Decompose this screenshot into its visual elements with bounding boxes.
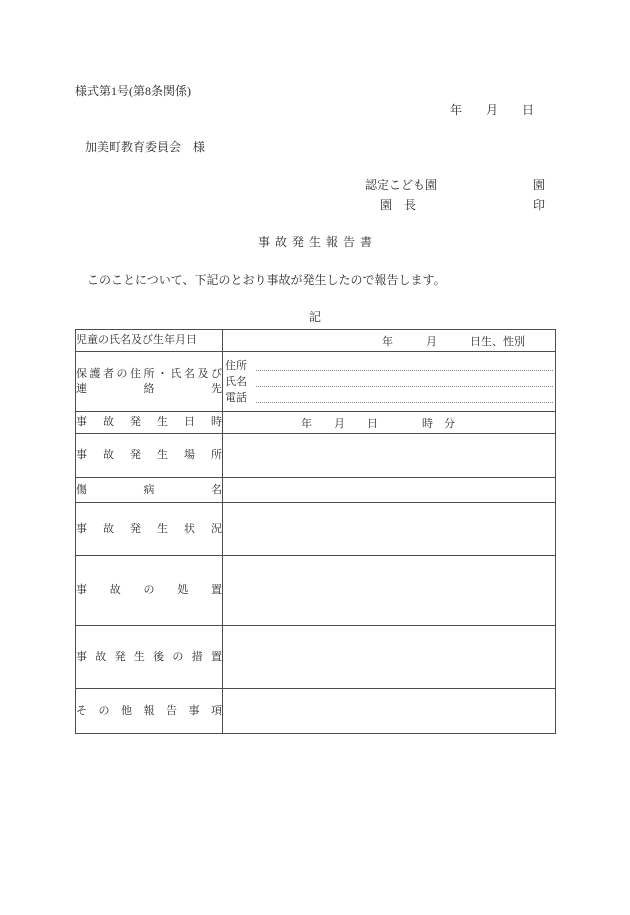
org-name-suffix: 園 bbox=[532, 178, 545, 192]
accident-report-table bbox=[75, 329, 556, 734]
guardian-phone-dotted-line bbox=[256, 390, 553, 406]
guardian-address-row bbox=[223, 358, 555, 374]
guardian-name-dotted-line bbox=[256, 374, 553, 390]
row-situation-value bbox=[223, 503, 556, 556]
table-row-injury bbox=[76, 478, 556, 503]
seal-placeholder: 印 bbox=[532, 198, 545, 212]
row-child-label: 児童の氏名及び生年月日 bbox=[76, 334, 197, 346]
date-placeholder: 年 月 日 bbox=[450, 103, 535, 117]
table-row-situation bbox=[76, 503, 556, 556]
table-row-other bbox=[76, 689, 556, 734]
guardian-name-row bbox=[223, 374, 555, 390]
row-after-value bbox=[223, 626, 556, 689]
table-row-child-name bbox=[76, 330, 556, 352]
guardian-phone-row bbox=[223, 390, 555, 406]
org-director-line bbox=[365, 196, 545, 213]
row-injury-value bbox=[223, 478, 556, 503]
row-treatment-label: 事故の処置 bbox=[76, 584, 222, 596]
guardian-address-dotted-line bbox=[256, 358, 553, 374]
row-other-value bbox=[223, 689, 556, 734]
row-guardian-label-line1: 保護者の住所・氏名及び bbox=[76, 367, 222, 380]
form-number: 様式第1号(第8条関係) bbox=[75, 84, 191, 98]
guardian-address-label: 住所 bbox=[225, 359, 247, 372]
row-child-value: 年 月 日生、性別 bbox=[223, 330, 556, 352]
row-other-label: その他報告事項 bbox=[76, 704, 222, 717]
guardian-name-label: 氏名 bbox=[225, 375, 247, 388]
row-after-label: 事故発生後の措置 bbox=[76, 650, 222, 663]
row-place-value bbox=[223, 434, 556, 478]
row-place-label: 事故発生場所 bbox=[76, 449, 222, 461]
list-marker: 記 bbox=[308, 310, 321, 324]
row-guardian-label-line2: 連絡先 bbox=[76, 382, 222, 395]
table-row-guardian bbox=[76, 352, 556, 412]
guardian-phone-label: 電話 bbox=[225, 391, 247, 404]
row-situation-label: 事故発生状況 bbox=[76, 522, 222, 535]
org-name-prefix: 認定こども園 bbox=[365, 178, 438, 192]
row-datetime-label: 事故発生日時 bbox=[76, 416, 222, 428]
row-datetime-value: 年 月 日 時 分 bbox=[223, 412, 556, 434]
addressee: 加美町教育委員会 様 bbox=[85, 140, 206, 154]
document-title: 事故発生報告書 bbox=[257, 235, 377, 249]
row-injury-label: 傷病名 bbox=[76, 483, 222, 496]
table-row-after-measures bbox=[76, 626, 556, 689]
table-row-place bbox=[76, 434, 556, 478]
row-treatment-value bbox=[223, 556, 556, 626]
org-director-title: 園 長 bbox=[380, 198, 417, 212]
table-row-treatment bbox=[76, 556, 556, 626]
table-row-datetime bbox=[76, 412, 556, 434]
intro-sentence: このことについて、下記のとおり事故が発生したので報告します。 bbox=[87, 273, 446, 287]
org-name-line bbox=[365, 176, 545, 193]
